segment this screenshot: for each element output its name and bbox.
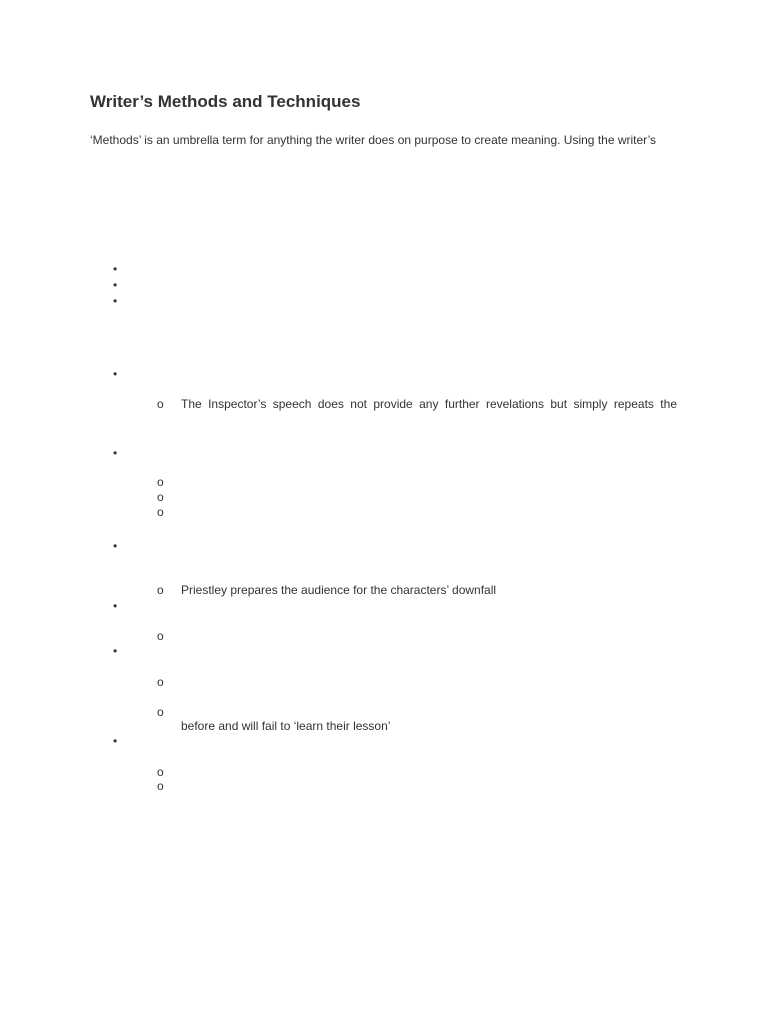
intro-paragraph: ‘Methods’ is an umbrella term for anything the writer does on purpose to create meaning. Using the writer’s — [90, 133, 657, 147]
list-bullet: • — [113, 734, 118, 748]
sub-list-bullet: o — [157, 490, 164, 504]
sub-list-bullet: o — [157, 765, 164, 779]
list-bullet: • — [113, 262, 118, 276]
list-bullet: • — [113, 446, 118, 460]
list-bullet: • — [113, 278, 118, 292]
sub-list-bullet: o — [157, 397, 164, 411]
list-item-priestley-prepares: Priestley prepares the audience for the characters’ downfall — [181, 583, 497, 597]
sub-list-bullet: o — [157, 705, 164, 719]
list-bullet: • — [113, 599, 118, 613]
sub-list-bullet: o — [157, 629, 164, 643]
list-bullet: • — [113, 294, 118, 308]
sub-list-bullet: o — [157, 505, 164, 519]
list-item-learn-lesson: before and will fail to ‘learn their lesson’ — [181, 719, 391, 733]
sub-list-bullet: o — [157, 583, 164, 597]
list-bullet: • — [113, 539, 118, 553]
sub-list-bullet: o — [157, 475, 164, 489]
sub-list-bullet: o — [157, 675, 164, 689]
sub-list-bullet: o — [157, 779, 164, 793]
list-bullet: • — [113, 367, 118, 381]
page-title: Writer’s Methods and Techniques — [90, 92, 361, 111]
list-item-inspector-speech: The Inspector’s speech does not provide any further revelations but simply repeats the — [181, 397, 677, 411]
list-bullet: • — [113, 644, 118, 658]
